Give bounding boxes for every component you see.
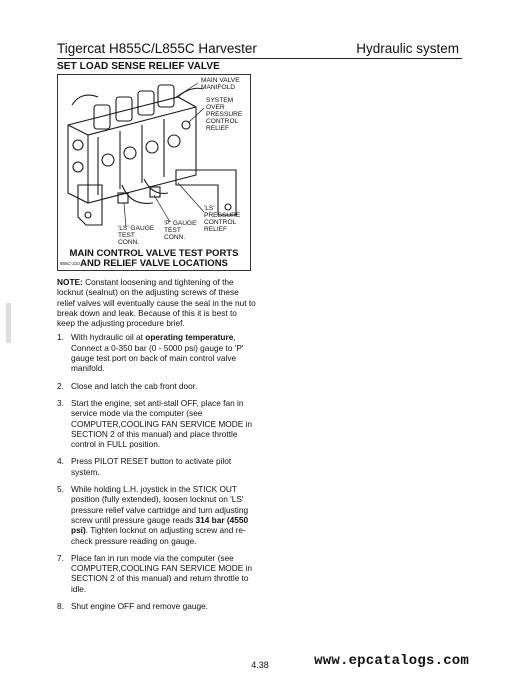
- steps-list: [57, 332, 257, 611]
- step-number: 3.: [57, 397, 64, 408]
- step-item: [57, 601, 257, 611]
- figure-code: 855C-210: [60, 261, 80, 266]
- step-item: [57, 553, 257, 594]
- scan-margin-mark: [6, 303, 11, 343]
- step-item: [57, 332, 257, 373]
- step-number: 2.: [57, 380, 64, 391]
- step-emphasis: 314 bar (4550 psi): [71, 514, 249, 536]
- header-title: Tigercat H855C/L855C Harvester: [57, 41, 257, 56]
- step-text: Shut engine OFF and remove gauge.: [71, 601, 208, 612]
- step-emphasis: operating temperature: [145, 332, 234, 343]
- step-number: 1.: [57, 332, 64, 343]
- step-number: 4.: [57, 456, 64, 467]
- step-text: With hydraulic oil at: [71, 332, 146, 343]
- header-rule: [57, 58, 462, 59]
- figure-caption: MAIN CONTROL VALVE TEST PORTS AND RELIEF VALVE LOCATIONS: [69, 248, 239, 269]
- step-text-after: , Connect a 0-350 bar (0 - 5000 psi) gauge to 'P' gauge test port on back of main control valve manifold.: [71, 332, 244, 374]
- step-item: [57, 381, 257, 391]
- procedure-text: [57, 277, 257, 618]
- step-item: [57, 456, 257, 477]
- page-number: 4.38: [251, 660, 269, 670]
- step-text: Close and latch the cab front door.: [71, 380, 198, 391]
- note-label: NOTE:: [57, 277, 83, 287]
- note-block: [57, 277, 257, 328]
- step-number: 8.: [57, 601, 64, 612]
- step-text: While holding L.H. joystick in the STICK OUT position (fully extended), loosen locknut on 'LS' pressure relief valve cartridge and turn adjusting screw until pressure gauge reads: [71, 484, 249, 525]
- callout-main-valve-manifold: MAIN VALVE MANIFOLD: [201, 77, 240, 91]
- callout-ls-pressure-relief: 'LS' PRESSURE CONTROL RELIEF: [204, 205, 241, 233]
- step-text: Start the engine, set anti-stall OFF, place fan in service mode via the computer (see COMPUTER,COOLING FAN SERVICE MODE in SECTION 2 of this manual) and place throttle control in FULL position.: [71, 397, 253, 450]
- watermark-text: www.epcatalogs.com: [314, 653, 469, 669]
- callout-ls-gauge-test: 'LS' GAUGE TEST CONN.: [118, 225, 155, 246]
- step-number: 7.: [57, 552, 64, 563]
- step-text: Place fan in run mode via the computer (see COMPUTER,COOLING FAN SERVICE MODE in SECTION 2 of this manual) and return throttle to idle.: [71, 552, 253, 594]
- step-text: Press PILOT RESET button to activate pilot system.: [71, 456, 232, 477]
- step-item: [57, 484, 257, 546]
- callout-system-over-pressure: SYSTEM OVER PRESSURE CONTROL RELIEF: [206, 97, 243, 132]
- section-title: SET LOAD SENSE RELIEF VALVE: [57, 61, 220, 72]
- valve-manifold-figure: [57, 74, 251, 271]
- step-item: [57, 398, 257, 449]
- header-section-name: Hydraulic system: [356, 41, 459, 56]
- callout-p-gauge-test: 'P' GAUGE TEST CONN.: [164, 220, 197, 241]
- step-number: 5.: [57, 484, 64, 495]
- note-text: Constant loosening and tightening of the locknut (sealnut) on the adjusting screws of these relief valves will eventually cause the seal in the nut to break down and leak. Because of this it is best to keep the adjusting procedure brief.: [57, 277, 256, 329]
- step-text-after: . Tighten locknut on adjusting screw and re-check pressure reading on gauge.: [71, 525, 246, 546]
